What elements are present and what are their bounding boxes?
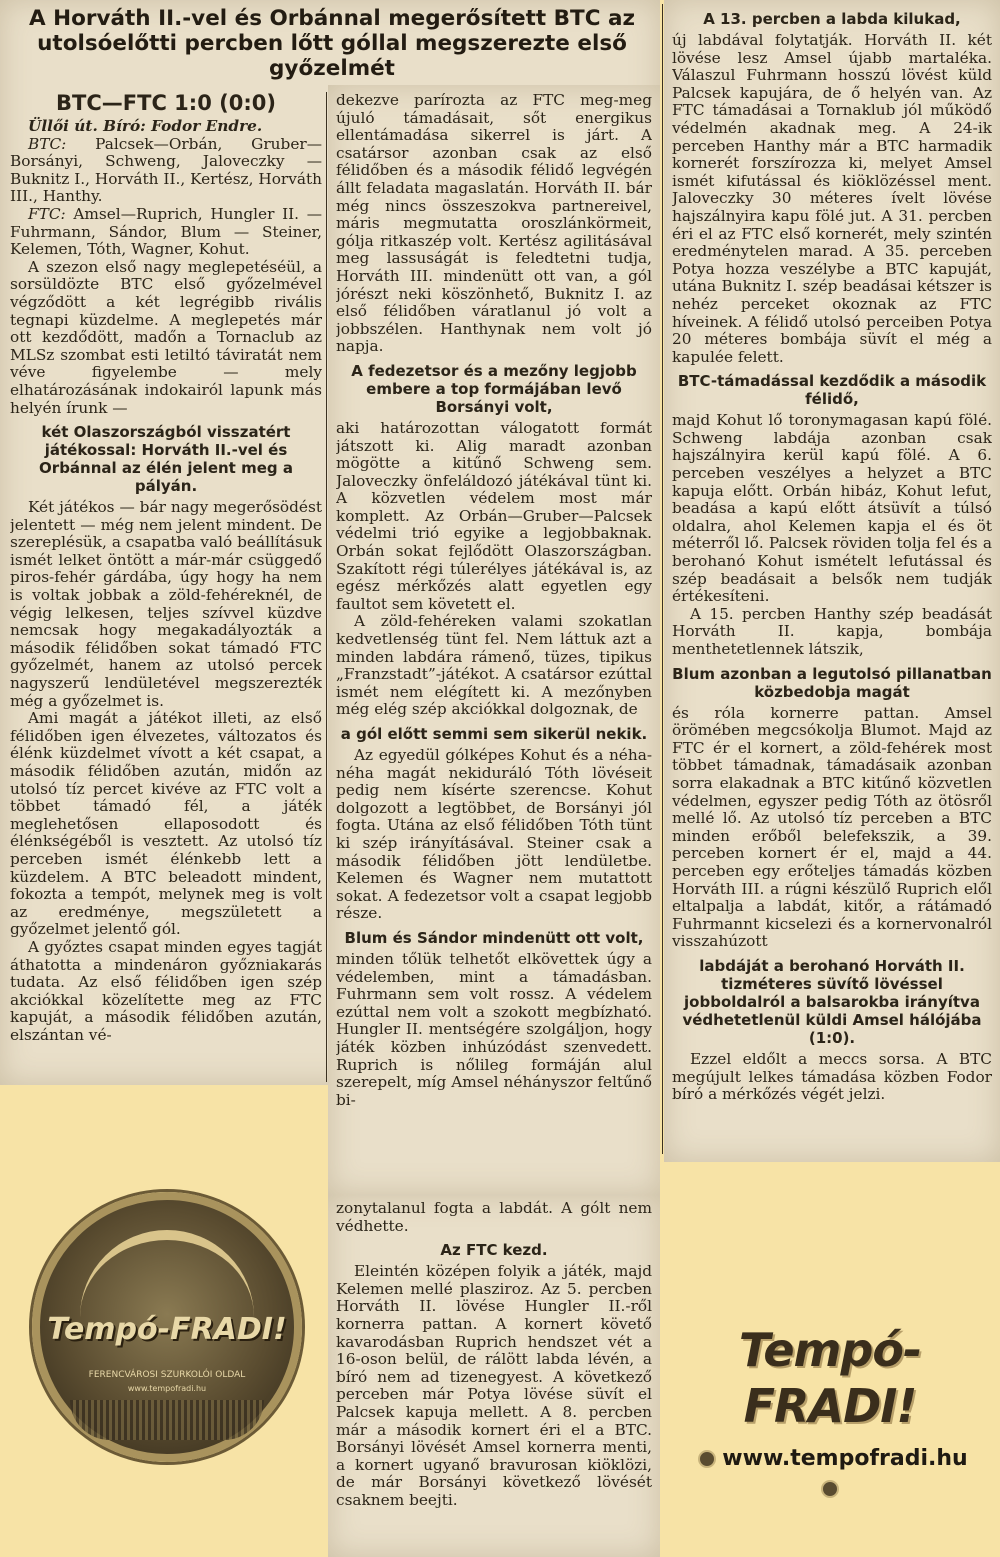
- paragraph: aki határozottan válogatott formát játszott ki. Alig maradt azonban mögötte a kitűnő Schweng sem. Jaloveczky önfeláldozó játékával tünt ki. A közvetlen védelem most már komplett. Az Orbán—Gruber—Palcsek védelmi trió egyike a legjobbaknak. Orbán sokat fejlődött Olaszországban. Szakított régi túlerélyes játékával is, az egész mérkőzés alatt egyetlen egy faultot sem követett el.: [336, 418, 652, 613]
- tempofradi-circle-logo: [32, 1192, 302, 1462]
- lineup-btc-label: BTC:: [28, 134, 67, 153]
- column-2: [336, 92, 652, 1109]
- lineup-ftc-label: FTC:: [28, 204, 66, 223]
- subheading: Blum azonban a legutolsó pillanatban közbedobja magát: [672, 664, 992, 701]
- paragraph: Ami magát a játékot illeti, az első félidőben igen élvezetes, változatos és élénk küzdelmet vívott a két csapat, a második félidőben azután, midőn az utolsó tíz percet kivéve az FTC volt a többet támadó fél, a játék meglehetősen ellaposodott és élénkségéből is vesztett. Az utolsó tíz perceben ismét élénkebb lett a küzdelem. A BTC beleadott mindent, fokozta a tempót, melynek meg is volt az eredménye, megszületett a győzelmet jelentő gól.: [10, 709, 322, 939]
- subheading: a gól előtt semmi sem sikerül nekik.: [340, 725, 648, 743]
- match-venue: Üllői út. Bíró: Fodor Endre.: [28, 117, 263, 135]
- stadium-arch-icon: [80, 1230, 254, 1320]
- paragraph: Ezzel eldőlt a meccs sorsa. A BTC megújult lelkes támadása közben Fodor bíró a mérkőzés végét jelzi.: [672, 1049, 992, 1104]
- lineup-btc: [10, 136, 322, 206]
- circle-logo-url: www.tempofradi.hu: [127, 1384, 207, 1393]
- paragraph: új labdával folytatják. Horváth II. két lövése lesz Amsel újabb martaléka. Válaszul Fuhrmann hosszú lövést küld Palcsek kapujára, de ő helyén van. Az FTC támadásai a Tornaklub jól működő védelmén akadnak meg. A 24-ik perceben Hanthy már a BTC harmadik kornerét forszírozza ki, melyet Amsel ismét kifutással és kiöklözéssel ment. Jaloveczky 30 méteres ívelt lövése hajszálnyira kapu fölé jut. A 31. percben éri el az FTC első kornerét, mely szintén eredménytelen marad. A 35. perceben Potya hozza veszélybe a BTC kapuját, utána Buknitz I. szép beadásai kétszer is nehéz perceket okoznak az FTC híveinek. A félidő utolsó perceiben Potya 20 méteres bombája süvít el még a kapulée felett.: [672, 31, 992, 366]
- subheading: A fedezetsor és a mezőny legjobb embere a top formájában levő Borsányi volt,: [351, 361, 637, 416]
- lineup-ftc-players: Amsel—Ruprich, Hungler II. — Fuhrmann, Sándor, Blum — Steiner, Kelemen, Tóth, Wagner, Kohut.: [10, 204, 322, 259]
- paragraph: Eleintén középen folyik a játék, majd Kelemen mellé plasziroz. Az 5. percben Horváth II. lövése Hungler II.-ről kornerra pattan. A kornert követő kavarodásban Ruprich hendszet vét a 16-oson belül, de rálött labda lévén, a bíró nem ad tizenegyest. A következő perceben már Potya lövése süvít el Palcsek kapuja mellett. A 8. percben már a második kornert éri el a BTC. Borsányi lövését Amsel kornerra menti, a kornert ugyanő bravurosan kiöklözi, de már Borsányi következő lövését csaknem beejti.: [336, 1262, 652, 1509]
- football-icon: [698, 1450, 716, 1468]
- paragraph: Két játékos — bár nagy megerősödést jelentett — még nem jelent mindent. De szereplésük, a csapatba való beállításuk ismét lelket öntött a már-már csüggedő piros-fehér gárdába, úgy hogy ha nem is voltak jobbak a zöld-fehéreknél, de végig lelkesen, teljes szívvel küzdve nemcsak hogy megakadályozták a második félidőben sokat támadó FTC győzelmét, hanem az utolsó percek nagyszerű lendületével megszerezték még a győzelmet is.: [10, 498, 322, 710]
- subheading: két Olaszországból visszatért játékossal: Horváth II.-vel és Orbánnal az élén jelent meg a pályán.: [39, 423, 293, 496]
- paragraph: és róla kornerre pattan. Amsel örömében megcsókolja Blumot. Majd az FTC ér el kornert, a zöld-fehérek most többet támadnak, támadásaik azonban sorra elakadnak a BTC kitűnő közvetlen védelmen, egyszer pedig Tóth az ötösről mellé lő. Az utolsó tíz perceben a BTC minden erőből belefekszik, a 39. perceben kornert ér el, majd a 44. perceben egy erőteljes támadás közben Horváth III. a rúgni készülő Ruprich elől eltalpalja a labdát, kitőr, a rátámadó Fuhrmannt kicselezi és a kornervonalról visszahúzott: [672, 703, 992, 951]
- subheading: Az FTC kezd.: [440, 1241, 548, 1260]
- article-headline: A Horváth II.-vel és Orbánnal megerősített BTC az utolsóelőtti percben lőtt góllal megszerezte első győzelmét: [29, 6, 635, 81]
- paragraph: Az egyedül gólképes Kohut és a néha-néha magát nekiduráló Tóth lövéseit pedig nem kísérte szerencse. Kohut dolgozott a legtöbbet, de Borsányi jól fogta. Utána az első félidőben Tóth tünt ki szép irányításával. Steiner csak a második félidőben jött lendületbe. Kelemen és Wagner nem mutattott sokat. A fedezetsor volt a csapat legjobb része.: [336, 746, 652, 923]
- column-rule: [326, 92, 327, 1082]
- column-3: [672, 4, 992, 1104]
- match-score: BTC—FTC 1:0 (0:0): [56, 91, 276, 115]
- circle-logo-text: Tempó-FRADI!: [47, 1312, 287, 1347]
- brand-url-line: [680, 1444, 980, 1504]
- subheading: Blum és Sándor mindenütt ott volt,: [344, 928, 644, 947]
- subheading: BTC-támadással kezdődik a második félidő,: [677, 372, 987, 409]
- column-1: [10, 90, 322, 1045]
- subheading: A 13. percben a labda kilukad,: [703, 10, 961, 28]
- crowd-icon: [70, 1400, 264, 1440]
- paragraph: A győztes csapat minden egyes tagját áthatotta a mindenáron győzniakarás tudata. Az első félidőben igen szép akciókkal közelítette meg az FTC kapuját, a második félidőben azután, elszántan vé-: [10, 937, 322, 1044]
- subheading: labdáját a berohanó Horváth II. tizméteres süvítő lövéssel jobboldalról a balsarokba irányítva védhetetlenül küldi Amsel hálójába (1:0).: [682, 956, 982, 1047]
- lineup-btc-players: Palcsek—Orbán, Gruber—Borsányi, Schweng, Jaloveczky — Buknitz I., Horváth II., Kertész, Horváth III., Hanthy.: [10, 134, 322, 206]
- paragraph: zonytalanul fogta a labdát. A gólt nem védhette.: [336, 1200, 652, 1235]
- paragraph: minden tőlük telhetőt elkövettek úgy a védelemben, mint a támadásban. Fuhrmann sem volt rossz. A védelem ezúttal nem volt a szokott megbízható. Hungler II. mentségére szolgáljon, hogy játék közben inhúzódást szenvedett. Ruprich is nőlileg formáján alul szerepelt, míg Amsel néhányszor feltűnő bi-: [336, 949, 652, 1109]
- column-rule: [662, 4, 663, 1154]
- paragraph: A 15. percben Hanthy szép beadását Horváth II. kapja, bombája menthetetlennek látszik,: [672, 604, 992, 658]
- paragraph: majd Kohut lő toronymagasan kapú fölé. Schweng labdája azonban csak hajszálnyira kerül kapú fölé. A 6. perceben veszélyes a helyzet a BTC kapuja előtt. Orbán hibáz, Kohut lefut, beadása a kapú előtt átsüvít a túlsó oldalra, ahol Kelemen kapja el és öt méterről lő. Palcsek röviden tolja fel és a berohanó Kohut ismételt lefutással és szép beadásait a belsők nem tudják értékesíteni.: [672, 411, 992, 606]
- paragraph: A zöld-fehéreken valami szokatlan kedvetlenség tünt fel. Nem láttuk azt a minden labdára rámenő, tüzes, tipikus „Franzstadt”-játékot. A csatársor ezúttal ismét nem elégített ki. A mezőnyben még elég szép akciókkal dolgoznak, de: [336, 612, 652, 719]
- tempofradi-brand: [680, 1322, 980, 1504]
- paragraph: A szezon első nagy meglepetéséül, a sorsüldözte BTC első győzelmével végződött a két legrégibb rivális tegnapi küzdelme. A meglepetés már ott kezdődött, madőn a Tornaclub az MLSz szombat esti letiltó táviratát nem véve figyelembe — mely elhatározásának indokairól lapunk más helyén írunk —: [10, 257, 322, 417]
- brand-url: www.tempofradi.hu: [722, 1446, 968, 1471]
- football-icon: [821, 1480, 839, 1498]
- column-2-continued: [336, 1200, 652, 1510]
- circle-logo-subtitle: FERENCVÁROSI SZURKOLÓI OLDAL: [88, 1370, 246, 1380]
- brand-name: Tempó-FRADI!: [738, 1323, 922, 1433]
- lineup-ftc: [10, 206, 322, 259]
- paragraph: dekezve parírozta az FTC meg-meg újuló támadásait, sőt energikus ellentámadása sikerrel is járt. A csatársor azonban csak az első félidőben és a második félidő legvégén állt feladata magaslatán. Horváth II. bár még nincs összeszokva partnereivel, máris megmutatta oroszlánkörmeit, gólja ritkaszép volt. Kertész agilitásával meg lassuságát is feledtetni tudja, Horváth III. mindenütt ott van, a gól jórészt neki köszönhető, Buknitz I. az első félidőben váratlanul jó volt a jobbszélen. Hanthynak nem volt jó napja.: [336, 92, 652, 356]
